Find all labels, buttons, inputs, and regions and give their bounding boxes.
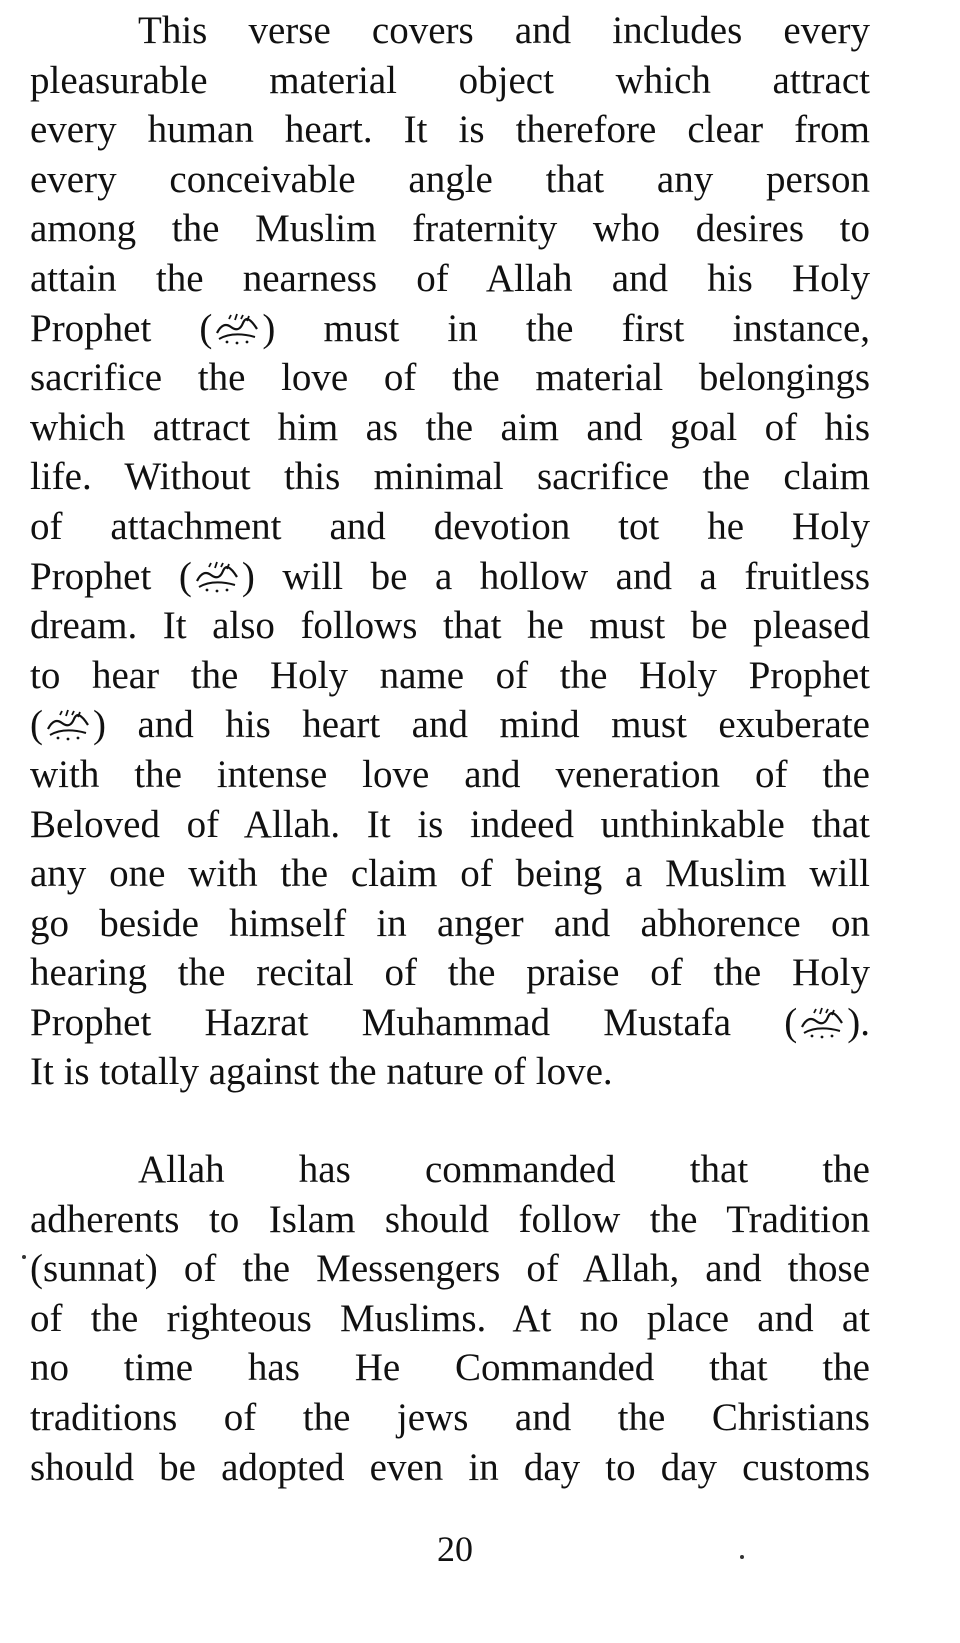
- text-fragment: Prophet Hazrat Muhammad Mustafa (: [30, 1000, 798, 1044]
- text-line: This verse covers and includes every: [138, 9, 870, 52]
- text-fragment: ).: [847, 1000, 870, 1044]
- text-fragment: (: [30, 703, 43, 747]
- text-line: dream. It also follows that he must be pleased: [30, 604, 870, 648]
- text-fragment: Prophet (: [30, 306, 213, 350]
- page-body: [30, 6, 870, 1492]
- text-line: [30, 552, 870, 602]
- text-line: [30, 304, 870, 354]
- text-line: which attract him as the aim and goal of his: [30, 405, 870, 449]
- text-line: any one with the claim of being a Muslim will: [30, 852, 870, 896]
- text-line: every conceivable angle that any person: [30, 157, 870, 201]
- text-line: every human heart. It is therefore clear from: [30, 108, 870, 152]
- text-line: [30, 998, 870, 1048]
- text-fragment: Prophet (: [30, 554, 192, 598]
- scan-speck: [22, 1255, 26, 1259]
- text-line: adherents to Islam should follow the Tradition: [30, 1197, 870, 1241]
- pbuh-calligraphy-icon: [193, 559, 241, 595]
- text-line: Beloved of Allah. It is indeed unthinkable that: [30, 802, 870, 846]
- text-line: go beside himself in anger and abhorence on: [30, 901, 870, 945]
- text-line: [30, 700, 870, 750]
- text-line: of attachment and devotion tot he Holy: [30, 504, 870, 548]
- text-line: hearing the recital of the praise of the Holy: [30, 951, 870, 995]
- text-line: life. Without this minimal sacrifice the claim: [30, 455, 870, 499]
- paragraph-1: [30, 6, 870, 1097]
- text-line: attain the nearness of Allah and his Holy: [30, 256, 870, 300]
- text-line: pleasurable material object which attract: [30, 58, 870, 102]
- pbuh-calligraphy-icon: [44, 707, 92, 743]
- text-line: among the Muslim fraternity who desires to: [30, 207, 870, 251]
- text-line: traditions of the jews and the Christians: [30, 1396, 870, 1440]
- text-line: sacrifice the love of the material belongings: [30, 356, 870, 400]
- paragraph-gap: [30, 1097, 870, 1145]
- scan-speck: [740, 1555, 744, 1559]
- pbuh-calligraphy-icon: [798, 1005, 846, 1041]
- paragraph-2: [30, 1145, 870, 1492]
- text-fragment: ) must in the first instance,: [262, 306, 871, 350]
- text-line: Allah has commanded that the: [138, 1148, 870, 1192]
- text-line: to hear the Holy name of the Holy Prophet: [30, 653, 870, 697]
- text-line: should be adopted even in day to day customs: [30, 1445, 870, 1489]
- text-line: no time has He Commanded that the: [30, 1346, 870, 1390]
- page-number: 20: [437, 1529, 473, 1569]
- pbuh-calligraphy-icon: [213, 311, 261, 347]
- text-line: with the intense love and veneration of the: [30, 752, 870, 796]
- text-line: of the righteous Muslims. At no place and at: [30, 1296, 870, 1340]
- text-line: (sunnat) of the Messengers of Allah, and those: [30, 1247, 870, 1291]
- text-fragment: ) and his heart and mind must exuberate: [93, 703, 870, 747]
- text-line: It is totally against the nature of love.: [30, 1050, 613, 1094]
- text-fragment: ) will be a hollow and a fruitless: [241, 554, 870, 598]
